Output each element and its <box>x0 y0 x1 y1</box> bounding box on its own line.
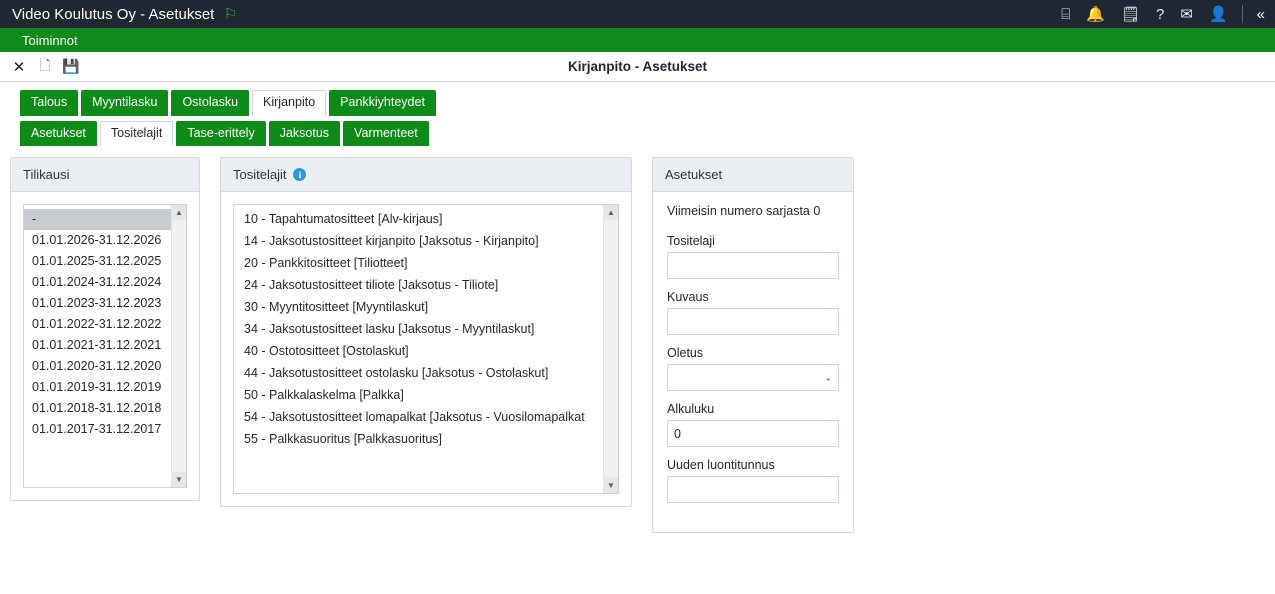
list-item[interactable]: 01.01.2022-31.12.2022 <box>32 317 162 331</box>
scroll-up-icon[interactable]: ▲ <box>172 205 187 220</box>
user-icon[interactable]: 👤 <box>1208 6 1228 23</box>
tab-myyntilasku[interactable]: Myyntilasku <box>81 90 168 116</box>
titlebar-icon-group <box>1061 5 1227 23</box>
notes-icon[interactable]: 🗒 <box>1121 6 1141 23</box>
field-tositelaji <box>667 234 839 279</box>
tilikausi-panel-body <box>11 192 199 500</box>
save-icon[interactable]: 💾 <box>62 58 80 74</box>
field-luontitunnus <box>667 458 839 503</box>
label-luontitunnus: Uuden luontitunnus <box>667 458 775 472</box>
label-alkuluku: Alkuluku <box>667 402 715 416</box>
list-item[interactable]: 01.01.2018-31.12.2018 <box>32 401 162 415</box>
window-titlebar <box>0 0 1275 28</box>
globe-icon[interactable]: ⚐ <box>223 6 238 23</box>
list-item[interactable]: 01.01.2019-31.12.2019 <box>32 380 162 394</box>
tab-tositelajit[interactable]: Tositelajit <box>100 121 173 147</box>
list-item[interactable]: 24 - Jaksotustositteet tiliote [Jaksotus - Tiliote] <box>244 278 499 292</box>
bell-icon[interactable]: 🔔 <box>1086 6 1105 23</box>
tab-tase-erittely[interactable]: Tase-erittely <box>176 121 265 147</box>
list-item[interactable]: 01.01.2021-31.12.2021 <box>32 338 162 352</box>
list-item[interactable]: 34 - Jaksotustositteet lasku [Jaksotus - Myyntilaskut] <box>244 322 535 336</box>
tositelajit-list-items <box>234 205 614 455</box>
asetukset-panel-header <box>653 158 853 192</box>
list-item[interactable]: 14 - Jaksotustositteet kirjanpito [Jaksotus - Kirjanpito] <box>244 234 539 248</box>
field-oletus <box>667 346 839 391</box>
mail-icon[interactable]: ✉ <box>1180 6 1193 23</box>
close-icon[interactable]: ✕ <box>12 58 26 76</box>
alkuluku-input[interactable] <box>667 420 839 447</box>
tilikausi-panel-header <box>11 158 199 192</box>
list-item[interactable]: 01.01.2017-31.12.2017 <box>32 422 162 436</box>
field-kuvaus <box>667 290 839 335</box>
chevron-down-icon: ⌄ <box>824 372 832 382</box>
list-item[interactable]: - <box>24 209 187 230</box>
menu-item-toiminnot[interactable]: Toiminnot <box>22 32 78 48</box>
tilikausi-list-items <box>24 205 187 444</box>
tab-bars <box>0 82 1275 146</box>
oletus-select-wrap <box>667 364 839 391</box>
tositelajit-listbox[interactable] <box>233 204 619 494</box>
inbox-icon[interactable]: ⌸ <box>1061 5 1071 23</box>
tab-ostolasku[interactable]: Ostolasku <box>171 90 249 116</box>
main-menubar <box>0 28 1275 52</box>
luontitunnus-input[interactable] <box>667 476 839 503</box>
asetukset-panel <box>652 157 854 533</box>
tab-kirjanpito[interactable]: Kirjanpito <box>252 90 326 116</box>
field-alkuluku <box>667 402 839 447</box>
tositelajit-panel <box>220 157 632 507</box>
list-item[interactable]: 30 - Myyntitositteet [Myyntilaskut] <box>244 300 429 314</box>
list-item[interactable]: 44 - Jaksotustositteet ostolasku [Jaksotus - Ostolaskut] <box>244 366 549 380</box>
tab-asetukset[interactable]: Asetukset <box>20 121 97 147</box>
tilikausi-panel-title: Tilikausi <box>23 167 70 182</box>
list-item[interactable]: 01.01.2020-31.12.2020 <box>32 359 162 373</box>
tab-varmenteet[interactable]: Varmenteet <box>343 121 429 147</box>
scroll-down-icon[interactable]: ▼ <box>604 478 619 493</box>
label-tositelaji: Tositelaji <box>667 234 715 248</box>
tositelajit-panel-title: Tositelajit <box>233 167 287 182</box>
list-item[interactable]: 10 - Tapahtumatositteet [Alv-kirjaus] <box>244 212 443 226</box>
page-title: Kirjanpito - Asetukset <box>567 59 708 74</box>
label-oletus: Oletus <box>667 346 704 360</box>
titlebar-divider <box>1242 5 1243 23</box>
list-item[interactable]: 40 - Ostotositteet [Ostolaskut] <box>244 344 409 358</box>
info-icon[interactable]: i <box>293 168 306 181</box>
scroll-up-icon[interactable]: ▲ <box>604 205 619 220</box>
asetukset-panel-title: Asetukset <box>665 167 723 182</box>
collapse-icon[interactable]: « <box>1256 5 1265 23</box>
document-toolbar <box>0 52 1275 82</box>
oletus-select[interactable] <box>667 364 839 391</box>
kuvaus-input[interactable] <box>667 308 839 335</box>
main-content <box>0 151 1275 533</box>
list-item[interactable]: 54 - Jaksotustositteet lomapalkat [Jaksotus - Vuosilomapalkat <box>244 410 585 424</box>
list-item[interactable]: 01.01.2025-31.12.2025 <box>32 254 162 268</box>
list-item[interactable]: 55 - Palkkasuoritus [Palkkasuoritus] <box>244 432 443 446</box>
list-item[interactable]: 01.01.2023-31.12.2023 <box>32 296 162 310</box>
scroll-down-icon[interactable]: ▼ <box>172 472 187 487</box>
tositelajit-panel-body <box>221 192 631 506</box>
tositelajit-panel-header <box>221 158 631 192</box>
list-item[interactable]: 01.01.2026-31.12.2026 <box>32 233 162 247</box>
primary-tab-row <box>20 90 1275 116</box>
help-icon[interactable]: ? <box>1156 5 1165 23</box>
last-number-hint: Viimeisin numero sarjasta 0 <box>667 204 821 218</box>
tilikausi-scrollbar[interactable] <box>171 205 186 487</box>
tilikausi-panel <box>10 157 200 501</box>
asetukset-panel-body <box>653 192 853 532</box>
tilikausi-listbox[interactable] <box>23 204 187 488</box>
secondary-tab-row <box>20 121 1275 147</box>
tab-pankkiyhteydet[interactable]: Pankkiyhteydet <box>329 90 436 116</box>
list-item[interactable]: 50 - Palkkalaskelma [Palkka] <box>244 388 404 402</box>
tositelaji-input[interactable] <box>667 252 839 279</box>
tab-talous[interactable]: Talous <box>20 90 78 116</box>
new-document-icon[interactable]: 🗋 <box>39 56 51 73</box>
window-title: Video Koulutus Oy - Asetukset <box>12 5 215 23</box>
tab-jaksotus[interactable]: Jaksotus <box>269 121 340 147</box>
label-kuvaus: Kuvaus <box>667 290 709 304</box>
list-item[interactable]: 01.01.2024-31.12.2024 <box>32 275 162 289</box>
list-item[interactable]: 20 - Pankkitositteet [Tiliotteet] <box>244 256 408 270</box>
tositelajit-scrollbar[interactable] <box>603 205 618 493</box>
